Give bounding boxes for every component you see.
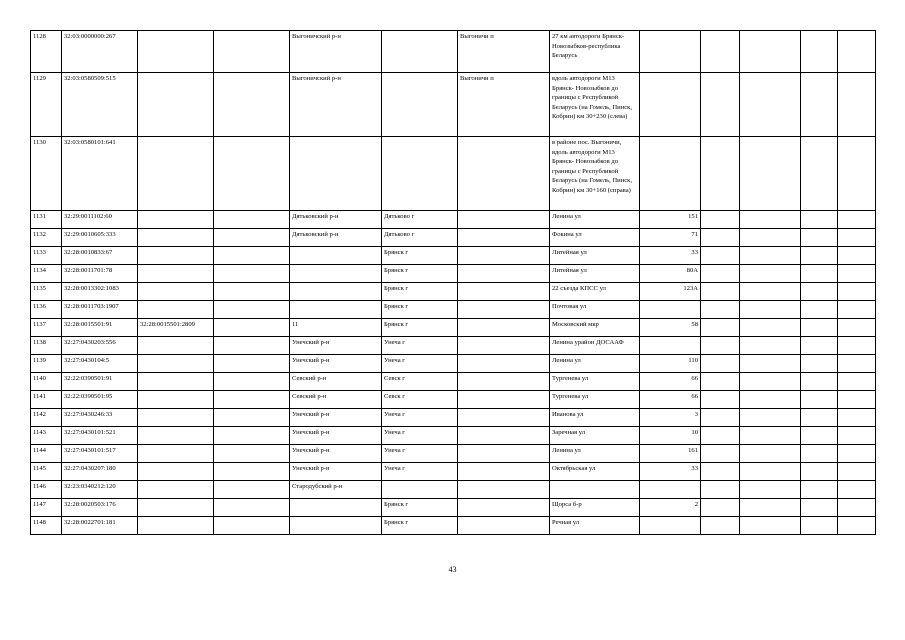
locality-cell: [458, 211, 550, 229]
district-cell: Унечский р-н: [290, 445, 382, 463]
column-12-cell: [801, 463, 838, 481]
cadastral-number-cell: 32:28:0011701:78: [62, 265, 138, 283]
column-12-cell: [801, 301, 838, 319]
district-cell: Севский р-н: [290, 391, 382, 409]
column-13-cell: [838, 445, 876, 463]
row-number-cell: 1129: [31, 73, 62, 137]
row-number-cell: 1147: [31, 499, 62, 517]
column-13-cell: [838, 481, 876, 499]
row-number-cell: 1128: [31, 31, 62, 73]
city-cell: Дятьково г: [382, 229, 458, 247]
column-13-cell: [838, 211, 876, 229]
row-number-cell: 1142: [31, 409, 62, 427]
cadastral-number-cell: 32:22:0390501:95: [62, 391, 138, 409]
column-12-cell: [801, 337, 838, 355]
district-cell: Выгоничский р-н: [290, 73, 382, 137]
cadastral-number-2-cell: [138, 31, 214, 73]
column-10-cell: [701, 229, 740, 247]
street-cell: [550, 481, 640, 499]
column-4-cell: [214, 137, 290, 211]
city-cell: Брянск г: [382, 283, 458, 301]
column-4-cell: [214, 283, 290, 301]
column-13-cell: [838, 337, 876, 355]
column-4-cell: [214, 409, 290, 427]
column-11-cell: [740, 517, 801, 535]
row-number-cell: 1144: [31, 445, 62, 463]
column-10-cell: [701, 463, 740, 481]
cadastral-number-cell: 32:29:0010605:333: [62, 229, 138, 247]
locality-cell: [458, 409, 550, 427]
column-13-cell: [838, 373, 876, 391]
table-row: [31, 463, 876, 481]
column-10-cell: [701, 301, 740, 319]
column-12-cell: [801, 499, 838, 517]
column-12-cell: [801, 355, 838, 373]
district-cell: [290, 247, 382, 265]
cadastral-number-cell: 32:28:0020503:176: [62, 499, 138, 517]
district-cell: Унечский р-н: [290, 427, 382, 445]
cadastral-number-cell: 32:27:0430104:5: [62, 355, 138, 373]
column-4-cell: [214, 319, 290, 337]
house-number-cell: 123А: [640, 283, 701, 301]
locality-cell: [458, 283, 550, 301]
column-11-cell: [740, 229, 801, 247]
row-number-cell: 1139: [31, 355, 62, 373]
street-cell: Московский мкр: [550, 319, 640, 337]
column-4-cell: [214, 355, 290, 373]
table-row: [31, 31, 876, 73]
column-12-cell: [801, 31, 838, 73]
column-10-cell: [701, 283, 740, 301]
column-4-cell: [214, 247, 290, 265]
cadastral-number-cell: 32:28:0022701:181: [62, 517, 138, 535]
city-cell: Унеча г: [382, 427, 458, 445]
locality-cell: [458, 265, 550, 283]
district-cell: Дятьковский р-н: [290, 229, 382, 247]
cadastral-number-2-cell: [138, 337, 214, 355]
column-11-cell: [740, 265, 801, 283]
city-cell: [382, 31, 458, 73]
locality-cell: [458, 427, 550, 445]
column-4-cell: [214, 265, 290, 283]
column-13-cell: [838, 31, 876, 73]
column-12-cell: [801, 247, 838, 265]
house-number-cell: [640, 481, 701, 499]
cadastral-number-2-cell: [138, 247, 214, 265]
house-number-cell: 66: [640, 391, 701, 409]
street-cell: Фокина ул: [550, 229, 640, 247]
column-11-cell: [740, 427, 801, 445]
row-number-cell: 1148: [31, 517, 62, 535]
column-4-cell: [214, 31, 290, 73]
district-cell: Выгоничский р-н: [290, 31, 382, 73]
column-11-cell: [740, 73, 801, 137]
street-cell: Почтовая ул: [550, 301, 640, 319]
cadastral-number-2-cell: [138, 265, 214, 283]
table-row: [31, 499, 876, 517]
column-10-cell: [701, 427, 740, 445]
column-13-cell: [838, 247, 876, 265]
column-11-cell: [740, 373, 801, 391]
cadastral-number-2-cell: [138, 301, 214, 319]
column-4-cell: [214, 517, 290, 535]
table-row: [31, 73, 876, 137]
column-12-cell: [801, 211, 838, 229]
city-cell: Дятьково г: [382, 211, 458, 229]
street-cell: Щорса б-р: [550, 499, 640, 517]
cadastral-number-cell: 32:29:0011102:60: [62, 211, 138, 229]
column-13-cell: [838, 391, 876, 409]
locality-cell: [458, 355, 550, 373]
column-12-cell: [801, 481, 838, 499]
column-13-cell: [838, 301, 876, 319]
cadastral-number-2-cell: [138, 391, 214, 409]
table-row: [31, 391, 876, 409]
table-row: [31, 137, 876, 211]
column-11-cell: [740, 137, 801, 211]
table-row: [31, 337, 876, 355]
column-10-cell: [701, 31, 740, 73]
locality-cell: [458, 463, 550, 481]
city-cell: Унеча г: [382, 409, 458, 427]
cadastral-number-2-cell: [138, 499, 214, 517]
column-12-cell: [801, 229, 838, 247]
district-cell: [290, 517, 382, 535]
column-10-cell: [701, 409, 740, 427]
column-10-cell: [701, 247, 740, 265]
district-cell: [290, 137, 382, 211]
city-cell: Брянск г: [382, 301, 458, 319]
column-10-cell: [701, 445, 740, 463]
cadastral-number-cell: 32:28:0013302:1083: [62, 283, 138, 301]
column-4-cell: [214, 391, 290, 409]
house-number-cell: 80А: [640, 265, 701, 283]
column-10-cell: [701, 137, 740, 211]
cadastral-number-cell: 32:27:0430101:521: [62, 427, 138, 445]
street-cell: Ленина ул: [550, 355, 640, 373]
street-cell: в районе пос. Выгоничи, вдоль автодороги М13 Брянск- Новозыбков до границы с Республикой Беларусь (на Гомель, Пинск, Кобрин) км 30+160 (справа): [550, 137, 640, 211]
cadastral-number-2-cell: [138, 445, 214, 463]
house-number-cell: 161: [640, 445, 701, 463]
column-11-cell: [740, 301, 801, 319]
row-number-cell: 1130: [31, 137, 62, 211]
row-number-cell: 1143: [31, 427, 62, 445]
city-cell: Брянск г: [382, 265, 458, 283]
cadastral-number-cell: 32:27:0430203:556: [62, 337, 138, 355]
row-number-cell: 1140: [31, 373, 62, 391]
cadastral-number-2-cell: [138, 283, 214, 301]
cadastral-number-cell: 32:03:0000000:267: [62, 31, 138, 73]
column-11-cell: [740, 247, 801, 265]
row-number-cell: 1136: [31, 301, 62, 319]
column-11-cell: [740, 481, 801, 499]
locality-cell: [458, 391, 550, 409]
column-10-cell: [701, 517, 740, 535]
district-cell: Унечский р-н: [290, 355, 382, 373]
column-12-cell: [801, 427, 838, 445]
column-10-cell: [701, 499, 740, 517]
table-row: [31, 445, 876, 463]
column-10-cell: [701, 391, 740, 409]
row-number-cell: 1133: [31, 247, 62, 265]
column-12-cell: [801, 391, 838, 409]
cadastral-number-2-cell: [138, 517, 214, 535]
house-number-cell: 71: [640, 229, 701, 247]
column-4-cell: [214, 301, 290, 319]
city-cell: Унеча г: [382, 445, 458, 463]
table-row: [31, 517, 876, 535]
register-table: [30, 30, 876, 535]
house-number-cell: 66: [640, 373, 701, 391]
locality-cell: [458, 445, 550, 463]
street-cell: Ленина ул: [550, 211, 640, 229]
cadastral-number-2-cell: [138, 355, 214, 373]
cadastral-number-cell: 32:28:0010833:67: [62, 247, 138, 265]
house-number-cell: 58: [640, 319, 701, 337]
column-11-cell: [740, 445, 801, 463]
district-cell: Дятьковский р-н: [290, 211, 382, 229]
city-cell: [382, 137, 458, 211]
district-cell: [290, 499, 382, 517]
column-12-cell: [801, 409, 838, 427]
column-10-cell: [701, 265, 740, 283]
table-row: [31, 427, 876, 445]
table-row: [31, 301, 876, 319]
column-11-cell: [740, 283, 801, 301]
cadastral-number-2-cell: [138, 373, 214, 391]
cadastral-number-2-cell: [138, 73, 214, 137]
house-number-cell: 2: [640, 499, 701, 517]
column-10-cell: [701, 355, 740, 373]
column-10-cell: [701, 337, 740, 355]
column-12-cell: [801, 283, 838, 301]
locality-cell: [458, 373, 550, 391]
page-number: 43: [448, 565, 457, 574]
street-cell: Тургенева ул: [550, 373, 640, 391]
column-11-cell: [740, 355, 801, 373]
column-13-cell: [838, 229, 876, 247]
locality-cell: [458, 499, 550, 517]
column-11-cell: [740, 499, 801, 517]
street-cell: Тургенева ул: [550, 391, 640, 409]
district-cell: Стародубский р-н: [290, 481, 382, 499]
cadastral-number-cell: 32:28:0015501:91: [62, 319, 138, 337]
street-cell: Литейная ул: [550, 265, 640, 283]
column-12-cell: [801, 373, 838, 391]
column-4-cell: [214, 445, 290, 463]
house-number-cell: [640, 301, 701, 319]
column-10-cell: [701, 73, 740, 137]
column-11-cell: [740, 211, 801, 229]
column-11-cell: [740, 31, 801, 73]
column-10-cell: [701, 319, 740, 337]
row-number-cell: 1141: [31, 391, 62, 409]
street-cell: Ленина урайон ДОСААФ: [550, 337, 640, 355]
locality-cell: [458, 337, 550, 355]
column-11-cell: [740, 337, 801, 355]
column-10-cell: [701, 481, 740, 499]
district-cell: Унечский р-н: [290, 463, 382, 481]
column-4-cell: [214, 373, 290, 391]
district-cell: [290, 283, 382, 301]
district-cell: [290, 265, 382, 283]
row-number-cell: 1132: [31, 229, 62, 247]
column-10-cell: [701, 373, 740, 391]
column-13-cell: [838, 319, 876, 337]
street-cell: Октябрьская ул: [550, 463, 640, 481]
column-4-cell: [214, 481, 290, 499]
register-table-body: [31, 31, 876, 535]
column-12-cell: [801, 445, 838, 463]
column-13-cell: [838, 427, 876, 445]
row-number-cell: 1145: [31, 463, 62, 481]
cadastral-number-2-cell: [138, 409, 214, 427]
locality-cell: [458, 319, 550, 337]
row-number-cell: 1137: [31, 319, 62, 337]
district-cell: [290, 301, 382, 319]
cadastral-number-cell: 32:27:0430246:33: [62, 409, 138, 427]
column-4-cell: [214, 427, 290, 445]
locality-cell: Выгоничи п: [458, 73, 550, 137]
city-cell: Брянск г: [382, 247, 458, 265]
city-cell: [382, 481, 458, 499]
house-number-cell: 110: [640, 355, 701, 373]
column-4-cell: [214, 337, 290, 355]
cadastral-number-cell: 32:03:0580509:515: [62, 73, 138, 137]
table-row: [31, 247, 876, 265]
cadastral-number-2-cell: [138, 229, 214, 247]
table-row: [31, 229, 876, 247]
cadastral-number-cell: 32:27:0430101:517: [62, 445, 138, 463]
cadastral-number-2-cell: [138, 211, 214, 229]
column-11-cell: [740, 319, 801, 337]
house-number-cell: [640, 517, 701, 535]
street-cell: Ленина ул: [550, 445, 640, 463]
city-cell: Унеча г: [382, 355, 458, 373]
locality-cell: [458, 137, 550, 211]
street-cell: Литейная ул: [550, 247, 640, 265]
row-number-cell: 1138: [31, 337, 62, 355]
cadastral-number-2-cell: [138, 427, 214, 445]
row-number-cell: 1135: [31, 283, 62, 301]
street-cell: 27 км автодороги Брянск-Новозыбков-республика Беларусь: [550, 31, 640, 73]
table-row: [31, 355, 876, 373]
column-13-cell: [838, 463, 876, 481]
city-cell: Брянск г: [382, 499, 458, 517]
street-cell: 22 съезда КПСС ул: [550, 283, 640, 301]
column-12-cell: [801, 319, 838, 337]
house-number-cell: 10: [640, 427, 701, 445]
table-row: [31, 481, 876, 499]
column-4-cell: [214, 211, 290, 229]
column-10-cell: [701, 211, 740, 229]
table-row: [31, 283, 876, 301]
city-cell: Унеча г: [382, 463, 458, 481]
cadastral-number-2-cell: [138, 137, 214, 211]
locality-cell: [458, 517, 550, 535]
locality-cell: Выгоничи п: [458, 31, 550, 73]
cadastral-number-2-cell: 32:28:0015501:2809: [138, 319, 214, 337]
row-number-cell: 1134: [31, 265, 62, 283]
column-13-cell: [838, 499, 876, 517]
cadastral-number-cell: 32:03:0580101:641: [62, 137, 138, 211]
column-4-cell: [214, 463, 290, 481]
table-row: [31, 373, 876, 391]
cadastral-number-cell: 32:23:0340212:120: [62, 481, 138, 499]
table-row: [31, 265, 876, 283]
house-number-cell: [640, 137, 701, 211]
city-cell: Брянск г: [382, 517, 458, 535]
district-cell: 11: [290, 319, 382, 337]
cadastral-number-cell: 32:28:0011703:1907: [62, 301, 138, 319]
column-12-cell: [801, 517, 838, 535]
table-row: [31, 211, 876, 229]
row-number-cell: 1131: [31, 211, 62, 229]
district-cell: Севский р-н: [290, 373, 382, 391]
cadastral-number-2-cell: [138, 481, 214, 499]
house-number-cell: 151: [640, 211, 701, 229]
column-13-cell: [838, 409, 876, 427]
column-13-cell: [838, 265, 876, 283]
house-number-cell: 3: [640, 409, 701, 427]
column-12-cell: [801, 73, 838, 137]
district-cell: Унечский р-н: [290, 337, 382, 355]
house-number-cell: 33: [640, 463, 701, 481]
city-cell: Севск г: [382, 391, 458, 409]
street-cell: Речная ул: [550, 517, 640, 535]
column-11-cell: [740, 463, 801, 481]
table-row: [31, 409, 876, 427]
city-cell: Севск г: [382, 373, 458, 391]
locality-cell: [458, 247, 550, 265]
column-13-cell: [838, 73, 876, 137]
column-13-cell: [838, 355, 876, 373]
locality-cell: [458, 481, 550, 499]
column-11-cell: [740, 391, 801, 409]
column-13-cell: [838, 517, 876, 535]
city-cell: Брянск г: [382, 319, 458, 337]
street-cell: Иванова ул: [550, 409, 640, 427]
column-12-cell: [801, 137, 838, 211]
city-cell: Унеча г: [382, 337, 458, 355]
house-number-cell: [640, 73, 701, 137]
city-cell: [382, 73, 458, 137]
locality-cell: [458, 229, 550, 247]
column-4-cell: [214, 73, 290, 137]
cadastral-number-cell: 32:22:0390501:91: [62, 373, 138, 391]
cadastral-number-cell: 32:27:0430207:180: [62, 463, 138, 481]
house-number-cell: 33: [640, 247, 701, 265]
column-13-cell: [838, 137, 876, 211]
column-4-cell: [214, 499, 290, 517]
document-page: [30, 30, 875, 535]
street-cell: Заречная ул: [550, 427, 640, 445]
column-4-cell: [214, 229, 290, 247]
cadastral-number-2-cell: [138, 463, 214, 481]
row-number-cell: 1146: [31, 481, 62, 499]
street-cell: вдоль автодороги М13 Брянск- Новозыбков до границы с Республикой Беларусь (на Гомель, Пинск, Кобрин) км 30+230 (слева): [550, 73, 640, 137]
column-12-cell: [801, 265, 838, 283]
house-number-cell: [640, 337, 701, 355]
column-11-cell: [740, 409, 801, 427]
table-row: [31, 319, 876, 337]
column-13-cell: [838, 283, 876, 301]
district-cell: Унечский р-н: [290, 409, 382, 427]
locality-cell: [458, 301, 550, 319]
house-number-cell: [640, 31, 701, 73]
